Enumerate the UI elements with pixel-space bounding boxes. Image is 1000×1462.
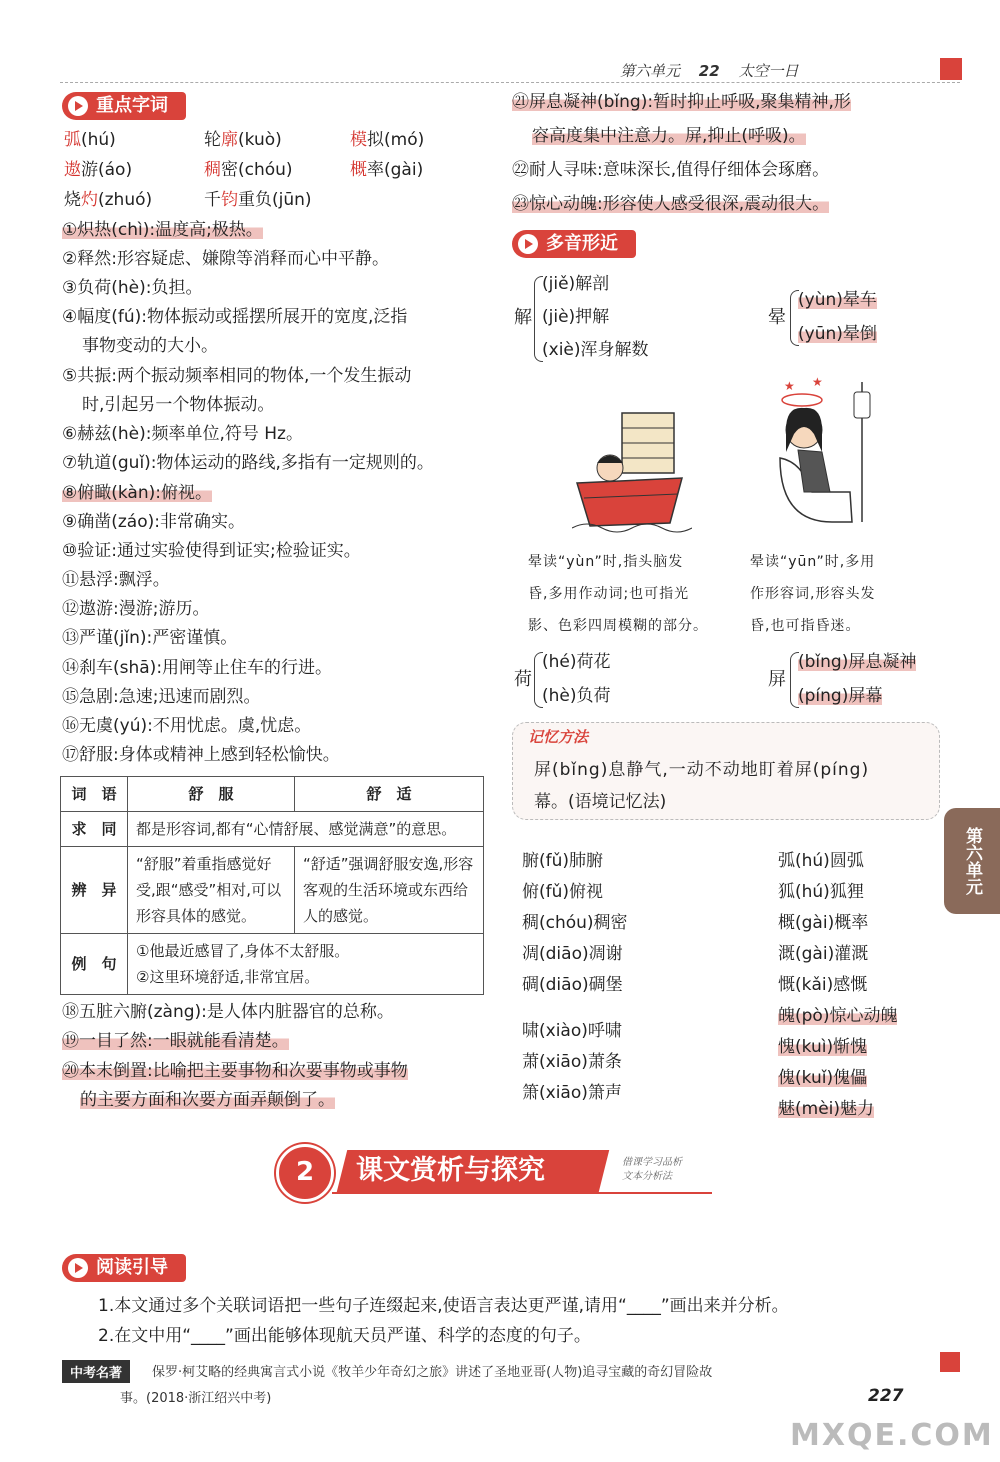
definition-line: ⑳本末倒置:比喻把主要事物和次要事物或事物 (62, 1061, 408, 1081)
section-key-words-tag (62, 92, 186, 120)
definition-line: ②释然:形容疑虑、嫌隙等消释而心中平静。 (62, 249, 389, 269)
header-corner-mark (940, 58, 962, 80)
table-cell (128, 934, 484, 995)
similar-char-item: 啸(xiào)呼啸 (522, 1021, 622, 1041)
watermark: MXQE.COM (790, 1418, 994, 1453)
memory-title: 记忆方法 (528, 728, 589, 746)
similar-char-item: 俯(fǔ)俯视 (522, 882, 604, 902)
reading-question: 2.在文中用“____”画出能够体现航天员严谨、科学的态度的句子。 (98, 1326, 591, 1346)
memory-line: 屏(bǐng)息静气,一动不动地盯着屏(píng) (534, 760, 870, 780)
table-header: 词 语 (61, 777, 128, 812)
similar-char-item: 萧(xiāo)萧条 (522, 1052, 622, 1072)
definition-line: ③负荷(hè):负担。 (62, 278, 203, 298)
svg-text:★: ★ (812, 375, 823, 389)
banner-number: 2 (295, 1157, 315, 1187)
banner-underline (332, 1192, 712, 1194)
dizzy-girl-illustration (772, 372, 892, 532)
polyphone-item: (jiě)解剖 (542, 274, 610, 294)
similar-char-item: 魄(pò)惊心动魄 (778, 1006, 898, 1026)
key-word: 模拟(mó) (350, 130, 425, 150)
similar-char-item: 概(gài)概率 (778, 913, 869, 933)
polyphone-char: 荷 (514, 669, 532, 690)
similar-char-item: 愧(kuì)惭愧 (778, 1037, 868, 1057)
polyphone-item: (hé)荷花 (542, 652, 611, 672)
section-reading-title: 阅读引导 (96, 1257, 168, 1278)
banner-note: 借课学习品析 文本分析法 (622, 1157, 682, 1182)
header-lesson-no: 22 (698, 62, 720, 80)
example-sentence: ①他最近感冒了,身体不太舒服。 (136, 942, 350, 960)
definition-line: ⑧俯瞰(kàn):俯视。 (62, 483, 212, 503)
definition-line: ⑭刹车(shā):用闸等止住车的行进。 (62, 658, 333, 678)
definition-line: ①炽热(chì):温度高;极热。 (62, 220, 263, 240)
table-row (61, 777, 484, 812)
similar-char-item: 狐(hú)狐狸 (778, 882, 864, 902)
polyphone-char: 屏 (768, 669, 786, 690)
definition-line: 的主要方面和次要方面弄颠倒了。 (80, 1090, 335, 1110)
caption-yun-4: 晕读“yùn”时,指头脑发 昏,多用作动词;也可指光 影、色彩四周模糊的部分。 (528, 554, 708, 634)
table-cell: “舒适”强调舒服安逸,形容客观的生活环境或东西给人的感觉。 (295, 847, 484, 934)
similar-char-item: 稠(chóu)稠密 (522, 913, 628, 933)
definition-line: ⑬严谨(jǐn):严密谨慎。 (62, 628, 238, 648)
similar-char-item: 箫(xiāo)箫声 (522, 1083, 622, 1103)
polyphone-item: (yùn)晕车 (798, 290, 877, 310)
similar-char-item: 傀(kuǐ)傀儡 (778, 1068, 868, 1088)
play-icon (68, 96, 88, 116)
definition-line: ④幅度(fú):物体振动或摇摆所展开的宽度,泛指 (62, 307, 408, 327)
table-cell: “舒服”着重指感觉好受,跟“感受”相对,可以形容具体的感觉。 (128, 847, 295, 934)
definition-line: ⑫遨游:漫游;游历。 (62, 599, 210, 619)
definition-line: ⑥赫兹(hè):频率单位,符号 Hz。 (62, 424, 303, 444)
definition-line: ⑤共振:两个振动频率相同的物体,一个发生振动 (62, 366, 412, 386)
definition-line: ⑨确凿(záo):非常确实。 (62, 512, 245, 532)
polyphone-item: (yūn)晕倒 (798, 324, 877, 344)
section-polyphones-title: 多音形近 (546, 233, 618, 254)
polyphone-item: (hè)负荷 (542, 686, 611, 706)
similar-char-item: 溉(gài)灌溉 (778, 944, 869, 964)
similar-char-item: 凋(diāo)凋谢 (522, 944, 623, 964)
footer-tag: 中考名著 (62, 1360, 130, 1383)
reading-question: 1.本文通过多个关联词语把一些句子连缀起来,使语言表达更严谨,请用“____”画出来并分析。 (98, 1296, 789, 1316)
section-polyphones-tag (512, 230, 636, 258)
similar-char-item: 弧(hú)圆弧 (778, 851, 864, 871)
footer-corner-mark (940, 1352, 960, 1372)
header-unit: 第六单元 (620, 62, 681, 80)
polyphone-item: (jiè)押解 (542, 307, 610, 327)
similar-char-item: 腑(fǔ)肺腑 (522, 851, 604, 871)
polyphone-char: 解 (514, 307, 532, 328)
definition-line: ⑰舒服:身体或精神上感到轻松愉快。 (62, 745, 340, 765)
table-header: 舒 服 (128, 777, 295, 812)
key-word: 弧(hú) (64, 130, 116, 150)
definition-line: ⑩验证:通过实验使得到证实;检验证实。 (62, 541, 361, 561)
key-word: 稠密(chóu) (204, 160, 293, 180)
key-word: 概率(gài) (350, 160, 424, 180)
definition-line: ⑦轨道(guǐ):物体运动的路线,多指有一定规则的。 (62, 453, 434, 473)
similar-char-item: 魅(mèi)魅力 (778, 1099, 875, 1119)
table-header: 舒 适 (295, 777, 484, 812)
definition-line: ⑯无虞(yú):不用忧虑。虞,忧虑。 (62, 716, 312, 736)
iv-bag (854, 392, 870, 418)
example-sentence: ②这里环境舒适,非常宜居。 (136, 968, 320, 986)
definition-line: ⑲一目了然:一眼就能看清楚。 (62, 1031, 289, 1051)
play-icon (68, 1258, 88, 1278)
footer-line: 保罗·柯艾略的经典寓言式小说《牧羊少年奇幻之旅》讲述了圣地亚哥(人物)追寻宝藏的奇幻冒险故 (152, 1365, 713, 1380)
section-reading-tag (62, 1254, 186, 1282)
definition-line: 事物变动的大小。 (82, 336, 218, 356)
boat-boy-illustration (572, 408, 692, 538)
section-banner (272, 1142, 722, 1202)
definition-line: ㉑屏息凝神(bǐng):暂时抑止呼吸,聚集精神,形 (512, 92, 851, 112)
polyphone-item: (bǐng)屏息凝神 (798, 652, 917, 672)
banner-title: 课文赏析与探究 (356, 1155, 545, 1186)
definition-line: ㉓惊心动魄:形容使人感受很深,震动很大。 (512, 194, 830, 214)
table-row (61, 934, 484, 995)
similar-char-item: 慨(kǎi)感慨 (778, 975, 868, 995)
header-lesson-title: 太空一日 (738, 62, 799, 80)
footer-text (62, 1360, 882, 1412)
key-word: 轮廓(kuò) (204, 130, 282, 150)
play-icon (518, 234, 538, 254)
unit-side-tab[interactable]: 第六单元 (944, 808, 1000, 914)
table-row (61, 847, 484, 934)
polyphone-item: (píng)屏幕 (798, 686, 883, 706)
table-row-label: 求 同 (61, 812, 128, 847)
similar-char-item: 碉(diāo)碉堡 (522, 975, 623, 995)
compare-table (60, 776, 484, 995)
polyphone-item: (xiè)浑身解数 (542, 340, 649, 360)
header-rule (60, 82, 960, 83)
footer-line: 事。(2018·浙江绍兴中考) (120, 1391, 272, 1406)
caption-yun-1: 晕读“yūn”时,多用 作形容词,形容头发 昏,也可指昏迷。 (750, 554, 876, 634)
table-row (61, 812, 484, 847)
section-key-words-title: 重点字词 (96, 95, 168, 116)
definition-line: ㉒耐人寻味:意味深长,值得仔细体会琢磨。 (512, 160, 830, 180)
definition-line: ⑪悬浮:飘浮。 (62, 570, 170, 590)
key-word: 千钧重负(jūn) (204, 190, 312, 210)
key-word: 烧灼(zhuó) (64, 190, 153, 210)
boat-hull (577, 478, 682, 526)
page-number: 227 (868, 1386, 904, 1406)
key-word: 遨游(áo) (64, 160, 133, 180)
definition-line: ⑮急剧:急速;迅速而剧烈。 (62, 687, 261, 707)
page-header (620, 60, 798, 81)
svg-text:★: ★ (784, 379, 795, 393)
definition-line: 容高度集中注意力。屏,抑止(呼吸)。 (532, 126, 806, 146)
table-cell: 都是形容词,都有“心情舒展、感觉满意”的意思。 (128, 812, 484, 847)
memory-line: 幕。(语境记忆法) (534, 792, 667, 812)
definition-line: ⑱五脏六腑(zàng):是人体内脏器官的总称。 (62, 1002, 394, 1022)
table-row-label: 例 句 (61, 934, 128, 995)
table-row-label: 辨 异 (61, 847, 128, 934)
definition-line: 时,引起另一个物体振动。 (82, 395, 275, 415)
polyphone-char: 晕 (768, 307, 786, 328)
